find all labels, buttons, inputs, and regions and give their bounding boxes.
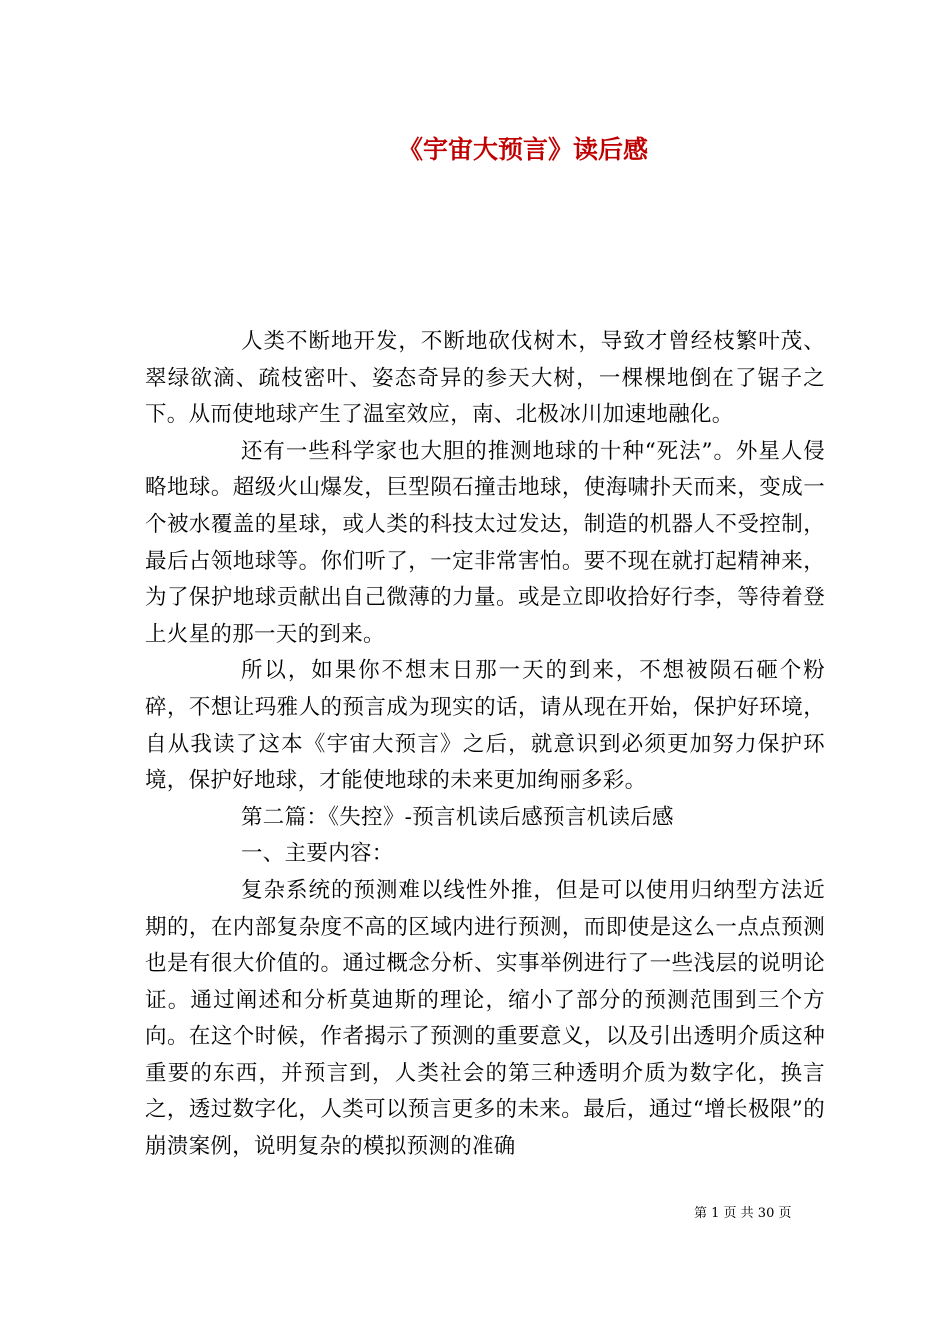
document-title: 《宇宙大预言》读后感 bbox=[397, 135, 648, 164]
paragraph-2: 还有一些科学家也大胆的推测地球的十种“死法”。外星人侵略地球。超级火山爆发，巨型陨石撞击地球，使海啸扑天而来，变成一个被水覆盖的星球，或人类的科技太过发达，制造的机器人不受控制，最后占领地球等。你们听了，一定非常害怕。要不现在就打起精神来，为了保护地球贡献出自己微薄的力量。或是立即收拾好行李，等待着登上火星的那一天的到来。 bbox=[145, 438, 825, 647]
subsection-heading-main-content: 一、主要内容： bbox=[241, 841, 394, 867]
paragraph-4: 复杂系统的预测难以线性外推，但是可以使用归纳型方法近期的，在内部复杂度不高的区域内进行预测，而即使是这么一点点预测也是有很大价值的。通过概念分析、实事举例进行了一些浅层的说明论证。通过阐述和分析莫迪斯的理论，缩小了部分的预测范围到三个方向。在这个时候，作者揭示了预测的重要意义，以及引出透明介质这种重要的东西，并预言到，人类社会的第三种透明介质为数字化，换言之，透过数字化，人类可以预言更多的未来。最后，通过“增长极限”的崩溃案例，说明复杂的模拟预测的准确 bbox=[145, 877, 825, 1160]
page-number-footer: 第 1 页 共 30 页 bbox=[694, 1206, 792, 1221]
document-body bbox=[145, 324, 825, 1166]
paragraph-3: 所以，如果你不想末日那一天的到来，不想被陨石砸个粉碎，不想让玛雅人的预言成为现实的话，请从现在开始，保护好环境，自从我读了这本《宇宙大预言》之后，就意识到必须更加努力保护环境，保护好地球，才能使地球的未来更加绚丽多彩。 bbox=[145, 658, 825, 794]
paragraph-1: 人类不断地开发，不断地砍伐树木，导致才曾经枝繁叶茂、翠绿欲滴、疏枝密叶、姿态奇异的参天大树，一棵棵地倒在了锯子之下。从而使地球产生了温室效应，南、北极冰川加速地融化。 bbox=[145, 329, 825, 428]
section-heading-part-two: 第二篇：《失控》-预言机读后感预言机读后感 bbox=[241, 804, 674, 830]
